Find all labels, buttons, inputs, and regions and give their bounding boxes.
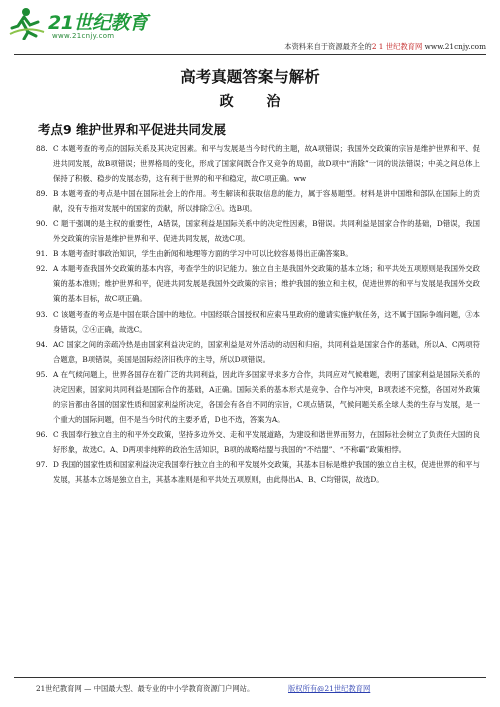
answer-item (36, 307, 480, 337)
answer-number: 97. (36, 459, 48, 469)
answer-text: C 我国奉行独立自主的和平外交政策，坚持多边外交、走和平发展道路，为建设和谐世界而努力，在国际社会树立了负责任大国的良好形象，故选C。A、D两项非纯粹的政治生活知识，B项的战略结盟与我国的“不结盟”、“不称霸”政策相悖。 (53, 429, 480, 454)
page-title: 高考真题答案与解析 (180, 67, 320, 86)
answer-text: AC 国家之间的亲疏冷热是由国家利益决定的，国家利益是对外活动的动因和归宿，共同利益是国家合作的基础，所以A、C两项符合题意，B项错误，美国是国际经济旧秩序的主导，所以D项错误。 (53, 339, 480, 364)
answer-number: 91. (36, 249, 48, 259)
answer-number: 90. (36, 219, 48, 229)
answer-number: 96. (36, 429, 48, 439)
answer-list (36, 141, 480, 487)
answer-text: B 本题考查时事政治知识，学生由新闻和地理等方面的学习中可以比较容易得出正确答案B。 (53, 249, 353, 259)
answer-item (36, 367, 480, 427)
answer-item (36, 141, 480, 186)
answer-item (36, 216, 480, 246)
header-divider (14, 54, 486, 55)
answer-text: C 本题考查的考点的国际关系及其决定因素。和平与发展是当今时代的主题，故A项错误；我国外交政策的宗旨是维护世界和平、促进共同发展，故B项错误；世界格局的变化，形成了国家间既合作又竞争的局面，故D项中“消除”一词的说法错误；中美之间总体上保持了积极、稳步的发展态势，这有利于世界的和平和稳定，故C项正确。ww (53, 144, 480, 184)
answer-item (36, 261, 480, 306)
answer-item (36, 337, 480, 367)
answer-item (36, 246, 480, 261)
footer-copyright-link[interactable]: 版权所有@21世纪教育网 (288, 684, 371, 693)
logo-text: 21世纪教育 (48, 12, 148, 34)
section-heading: 考点9 维护世界和平促进共同发展 (38, 122, 227, 137)
header-note-highlight[interactable]: 2 1 世纪教育网 (371, 42, 423, 51)
logo-url: www.21cnjy.com (52, 32, 115, 40)
answer-text: A 本题考查我国外交政策的基本内容，考查学生的识记能力。独立自主是我国外交政策的基本立场；和平共处五项原则是我国外交政策的基本准则；维护世界和平，促进共同发展是我国外交政策的宗旨；维护我国的独立和主权，促进世界的和平与发展是我国外交政策的基本目标，故C项正确。 (53, 264, 480, 304)
answer-text: D 我国的国家性质和国家利益决定我国奉行独立自主的和平发展外交政策，其基本目标是维护我国的独立自主权，促进世界的和平与发展，其基本立场是独立自主，其基本准则是和平共处五项原则，由此得出A、B、C均错误，故选D。 (53, 459, 480, 485)
answer-number: 95. (36, 369, 48, 379)
footer-divider (14, 677, 486, 678)
answer-item (36, 186, 480, 216)
site-logo (8, 6, 178, 44)
runner-icon (8, 6, 46, 40)
answer-text: C 题干强调的是主权的重要性，A错误，国家利益是国际关系中的决定性因素，B错误。共同利益是国家合作的基础，D错误，我国外交政策的宗旨是维护世界和平、促进共同发展，故选C项。 (53, 219, 480, 244)
header-note-url[interactable]: www.21cnjy.com (424, 42, 486, 51)
answer-text: A 在气候问题上，世界各国存在着广泛的共同利益，因此许多国家寻求多方合作，共同应对气候难题，表明了国家利益是国际关系的决定因素，国家间共同利益是国际合作的基础，A正确。国际关系的基本形式是竞争、合作与冲突，B项表述不完整，各国对外政策的宗旨都由各国的国家性质和国家利益所决定，各国会有各自不同的宗旨，C项点错误，气候问题关系全球人类的生存与发展，是一个重大的国际问题，但不是当今时代的主要矛盾，D也不选，答案为A。 (53, 369, 480, 424)
header-note-prefix: 本资料来自于资源最齐全的 (284, 42, 372, 51)
answer-number: 93. (36, 309, 48, 319)
answer-number: 89. (36, 189, 48, 199)
answer-text: C 该题考查的考点是中国在联合国中的地位。中国经联合国授权和应索马里政府的邀请实施护航任务，这不属于国际争端问题，③本身错误，②④正确，故选C。 (53, 309, 480, 334)
header-note (284, 42, 486, 52)
footer-text: 21世纪教育网 — 中国最大型、最专业的中小学教育资源门户网站。 (36, 684, 255, 693)
answer-item (36, 427, 480, 457)
answer-number: 88. (36, 144, 48, 153)
subject-heading: 政 治 (219, 94, 295, 110)
answer-number: 92. (36, 264, 48, 274)
answer-number: 94. (36, 339, 48, 349)
answer-item (36, 457, 480, 487)
answer-text: B 本题考查的考点是中国在国际社会上的作用。考生解读和获取信息的能力，属于容易题型。材料是讲中国维和部队在国际上的贡献，没有专指对发展中的国家的贡献，所以排除②④。选B项。 (53, 189, 480, 214)
